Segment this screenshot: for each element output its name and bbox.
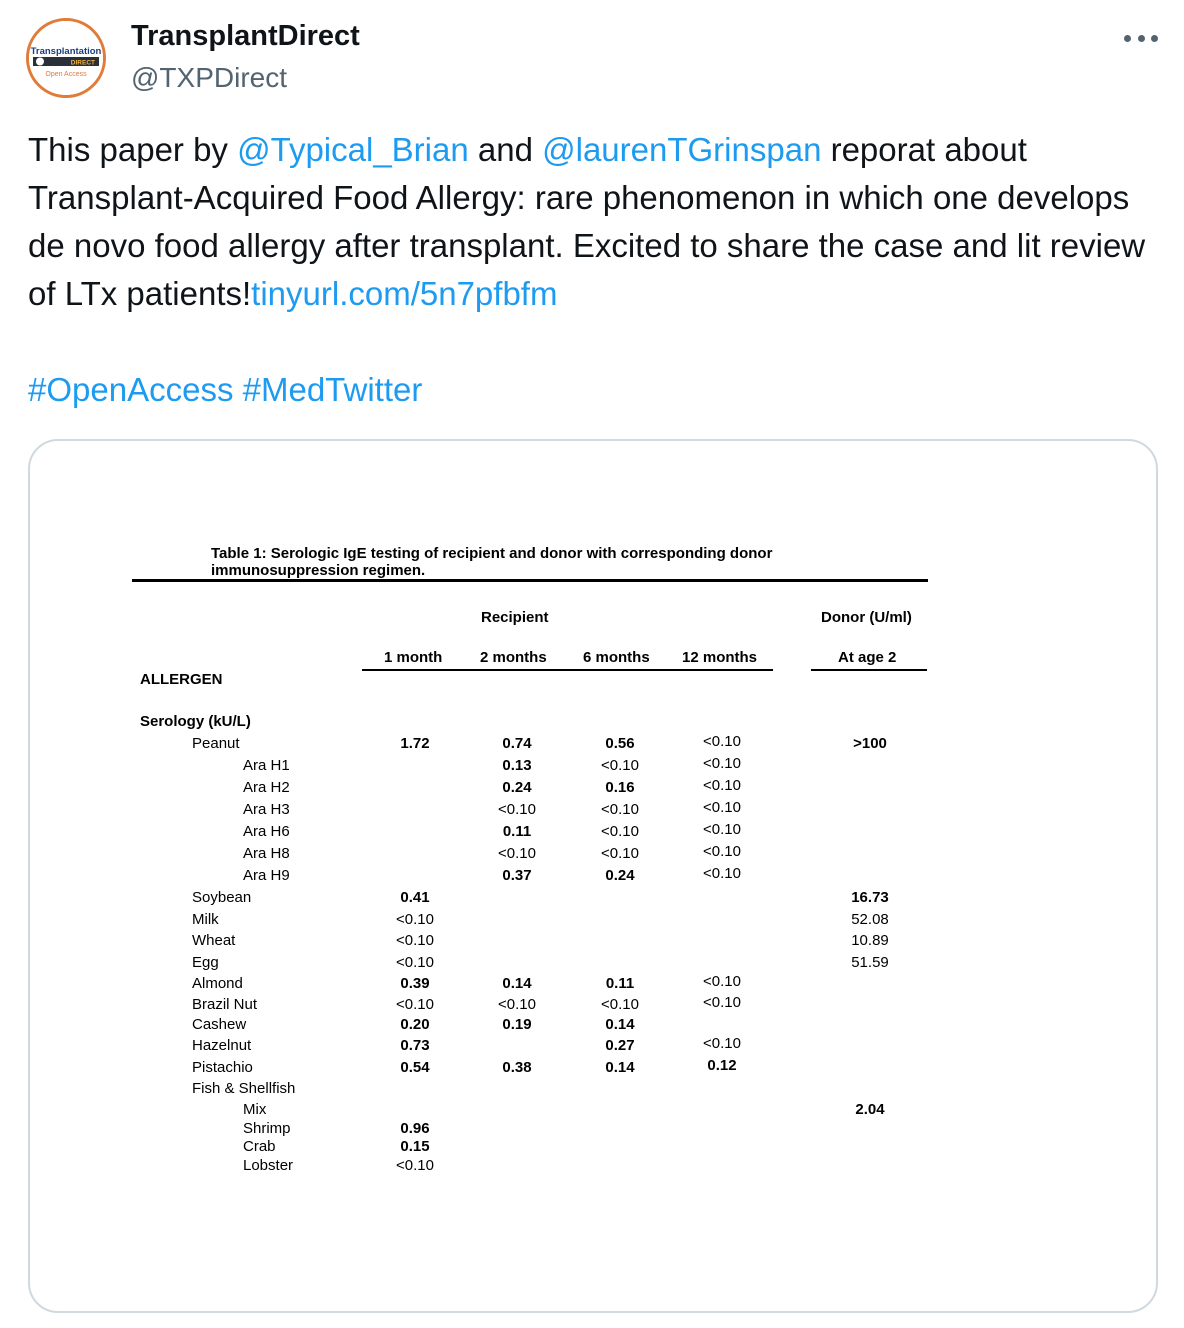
table-cell: 0.74 <box>502 735 532 752</box>
table-caption-line: Table 1: Serologic IgE testing of recipient and donor with corresponding donor <box>211 545 773 562</box>
mention-link[interactable]: @Typical_Brian <box>237 131 469 168</box>
row-label: Pistachio <box>192 1059 253 1076</box>
table-cell: 0.14 <box>502 975 532 992</box>
column-header: 12 months <box>682 649 758 666</box>
table-cell: 0.11 <box>605 975 635 992</box>
table-cell: 1.72 <box>400 735 430 752</box>
row-label: Ara H1 <box>243 757 290 774</box>
table-cell: <0.10 <box>498 845 536 862</box>
table-cell: 0.73 <box>400 1037 430 1054</box>
table-cell: <0.10 <box>703 733 741 750</box>
row-label: Crab <box>243 1138 276 1155</box>
journal-logo-icon <box>29 21 103 95</box>
table-cell: 0.39 <box>400 975 430 992</box>
table-cell: 0.14 <box>605 1016 635 1033</box>
row-label: Mix <box>243 1101 267 1118</box>
table-cell: <0.10 <box>396 932 434 949</box>
row-label: Soybean <box>192 889 252 906</box>
row-label: Cashew <box>192 1016 247 1033</box>
row-label: Shrimp <box>243 1120 291 1137</box>
hashtags <box>28 366 422 414</box>
row-label: Brazil Nut <box>192 996 258 1013</box>
row-label: Almond <box>192 975 243 992</box>
table-cell: <0.10 <box>601 996 639 1013</box>
table-cell: <0.10 <box>703 777 741 794</box>
table-top-rule <box>132 579 928 582</box>
table-cell: <0.10 <box>703 821 741 838</box>
table-cell: 52.08 <box>851 911 889 928</box>
row-label: Peanut <box>192 735 240 752</box>
table-cell: <0.10 <box>498 801 536 818</box>
column-header: 2 months <box>480 649 547 666</box>
table-cell: <0.10 <box>601 845 639 862</box>
user-handle[interactable]: @TXPDirect <box>131 62 287 93</box>
logo-text-2: DIRECT <box>70 59 95 67</box>
column-header: 6 months <box>583 649 650 666</box>
table-cell: <0.10 <box>703 994 741 1011</box>
table-cell: 0.14 <box>605 1059 635 1076</box>
table-cell: 0.41 <box>400 889 430 906</box>
table-cell: <0.10 <box>703 865 741 882</box>
table-cell: 0.38 <box>502 1059 532 1076</box>
header-underline <box>811 669 927 671</box>
group-header-donor: Donor (U/ml) <box>821 609 912 626</box>
table-cell: >100 <box>853 735 887 752</box>
display-name[interactable]: TransplantDirect <box>131 20 360 52</box>
table-cell: <0.10 <box>396 911 434 928</box>
table-cell: <0.10 <box>703 1035 741 1052</box>
tweet-text <box>28 126 1168 318</box>
table-cell: <0.10 <box>396 996 434 1013</box>
table-cell: <0.10 <box>498 996 536 1013</box>
table-cell: <0.10 <box>601 823 639 840</box>
tweet-text-part: reporat about Transplant-Acquired Food Allergy: rare phenomenon in which one develops de novo food allergy after transplant. Excited to share the case and lit review of LTx patients! <box>28 131 1146 312</box>
table-cell: 0.37 <box>502 867 532 884</box>
row-label: Egg <box>192 954 219 971</box>
table-cell: 51.59 <box>851 954 889 971</box>
table-caption <box>211 545 772 579</box>
column-header: 1 month <box>384 649 443 666</box>
more-horizontal-icon[interactable] <box>1124 26 1158 50</box>
table-cell: 0.96 <box>400 1120 430 1137</box>
row-label: Ara H8 <box>243 845 290 862</box>
table-cell: <0.10 <box>703 973 741 990</box>
column-header: At age 2 <box>838 649 897 666</box>
table-cell: 0.24 <box>605 867 635 884</box>
table-cell: 0.13 <box>502 757 532 774</box>
table-cell: 0.19 <box>502 1016 532 1033</box>
table-cell: <0.10 <box>396 954 434 971</box>
table-cell: <0.10 <box>396 1157 434 1174</box>
mention-link[interactable]: @laurenTGrinspan <box>542 131 822 168</box>
row-label: Lobster <box>243 1157 294 1174</box>
media-card[interactable] <box>28 439 1158 1313</box>
table-cell: 0.15 <box>400 1138 430 1155</box>
table-cell: <0.10 <box>703 843 741 860</box>
table-cell: 10.89 <box>851 932 889 949</box>
table-image <box>30 441 1160 1315</box>
header-underline <box>362 669 671 671</box>
row-label: Ara H6 <box>243 823 290 840</box>
avatar[interactable] <box>26 18 106 98</box>
table-cell: <0.10 <box>601 801 639 818</box>
table-cell: 16.73 <box>851 889 889 906</box>
group-header-recipient: Recipient <box>481 609 549 626</box>
table-cell: 0.24 <box>502 779 532 796</box>
table-cell: 0.11 <box>502 823 532 840</box>
hashtag-link[interactable]: #MedTwitter <box>242 371 423 408</box>
table-cell: 0.54 <box>400 1059 430 1076</box>
tweet-text-part: This paper by <box>28 131 238 168</box>
url-link[interactable]: tinyurl.com/5n7pfbfm <box>251 275 558 312</box>
table-cell: 0.27 <box>605 1037 635 1054</box>
table-cell: 0.16 <box>605 779 635 796</box>
row-label: Ara H9 <box>243 867 290 884</box>
table-cell: <0.10 <box>703 755 741 772</box>
hashtag-link[interactable]: #OpenAccess <box>28 371 234 408</box>
table-cell: <0.10 <box>601 757 639 774</box>
table-cell: 0.20 <box>400 1016 430 1033</box>
section-label: Serology (kU/L) <box>140 713 251 730</box>
row-label: Wheat <box>192 932 236 949</box>
row-label: Hazelnut <box>192 1037 252 1054</box>
table-cell: 2.04 <box>855 1101 885 1118</box>
table-caption-line: immunosuppression regimen. <box>211 562 426 579</box>
tweet-text-part: and <box>468 131 543 168</box>
logo-text-1: Transplantation <box>30 46 102 57</box>
allergen-header: ALLERGEN <box>140 671 223 688</box>
header-underline <box>671 669 773 671</box>
table-cell: <0.10 <box>703 799 741 816</box>
logo-text-3: Open Access <box>45 71 87 78</box>
table-cell: 0.12 <box>707 1057 737 1074</box>
table-cell: 0.56 <box>605 735 635 752</box>
row-label: Ara H3 <box>243 801 290 818</box>
row-label: Fish & Shellfish <box>192 1080 296 1097</box>
row-label: Ara H2 <box>243 779 290 796</box>
row-label: Milk <box>192 911 219 928</box>
